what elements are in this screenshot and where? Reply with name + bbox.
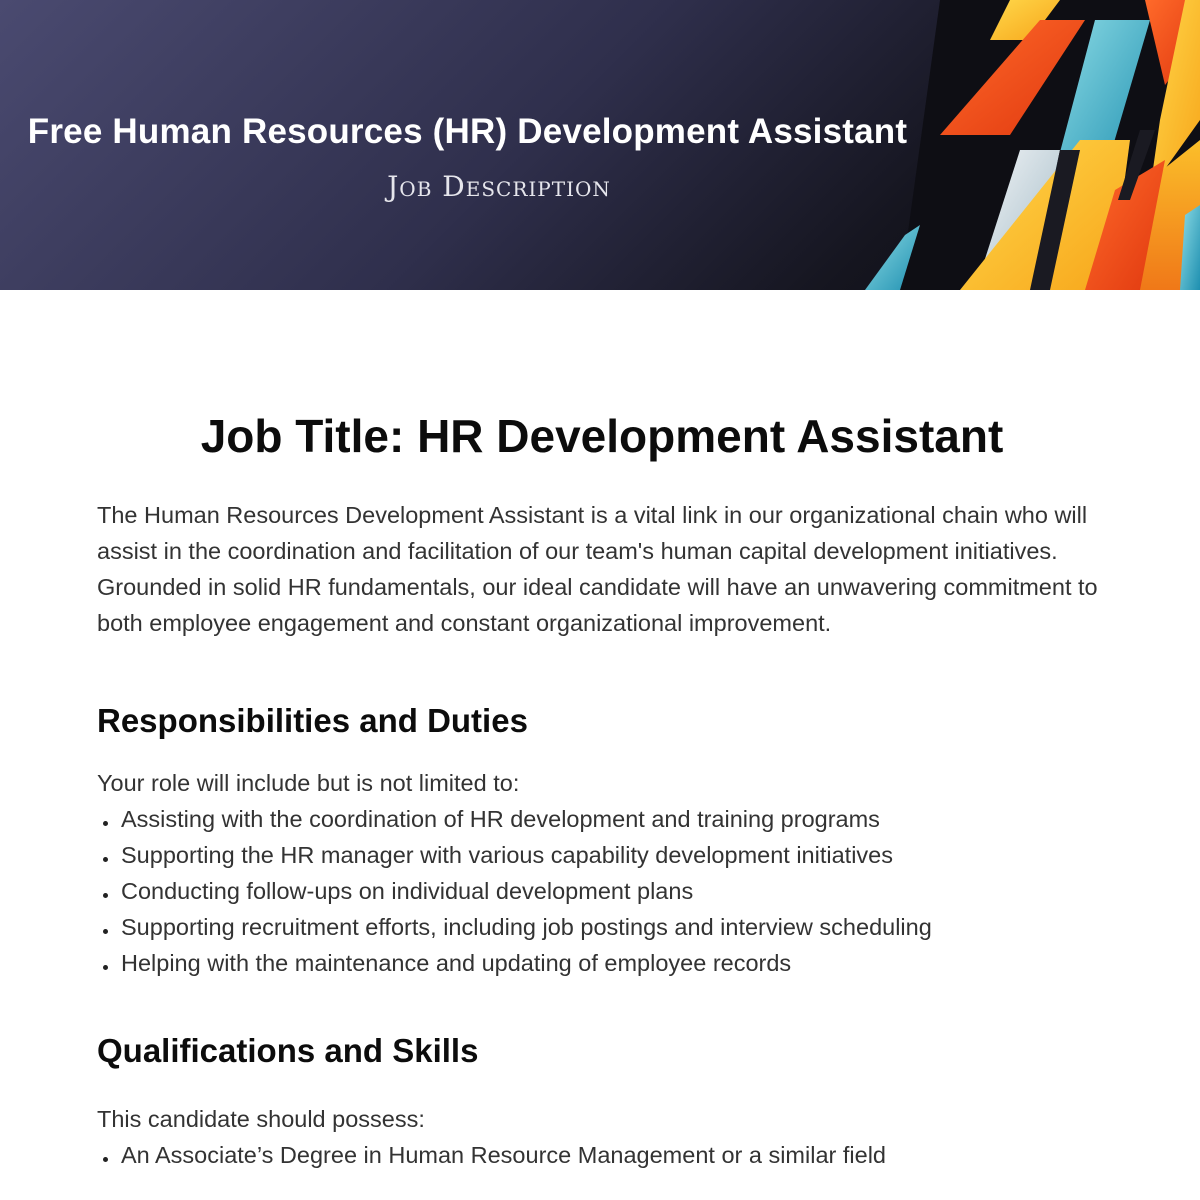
list-item: Assisting with the coordination of HR development and training programs	[97, 801, 1107, 837]
responsibilities-lead: Your role will include but is not limited to:	[97, 770, 520, 796]
responsibilities-heading: Responsibilities and Duties	[97, 702, 528, 739]
list-item: An Associate’s Degree in Human Resource Management or a similar field	[97, 1137, 1107, 1173]
banner-subtitle: Job Description	[387, 170, 611, 203]
list-item: Conducting follow-ups on individual development plans	[97, 873, 1107, 909]
header-banner	[0, 0, 1200, 290]
responsibilities-list	[97, 801, 1107, 981]
banner-title: Free Human Resources (HR) Development Assistant	[27, 112, 908, 151]
list-item: Helping with the maintenance and updating of employee records	[97, 945, 1107, 981]
qualifications-heading: Qualifications and Skills	[97, 1032, 479, 1069]
document-body	[97, 408, 1107, 1173]
job-title-heading: Job Title: HR Development Assistant	[200, 410, 1004, 462]
intro-paragraph: The Human Resources Development Assistant is a vital link in our organizational chain who will assist in the coordination and facilitation of our team's human capital development initiatives. Grounded in solid HR fundamentals, our ideal candidate will have an unwavering commitment to both employee engagement and constant organizational improvement.	[97, 502, 1098, 636]
qualifications-lead: This candidate should possess:	[97, 1106, 425, 1132]
qualifications-list	[97, 1137, 1107, 1173]
list-item: Supporting recruitment efforts, including job postings and interview scheduling	[97, 909, 1107, 945]
list-item: Supporting the HR manager with various capability development initiatives	[97, 837, 1107, 873]
